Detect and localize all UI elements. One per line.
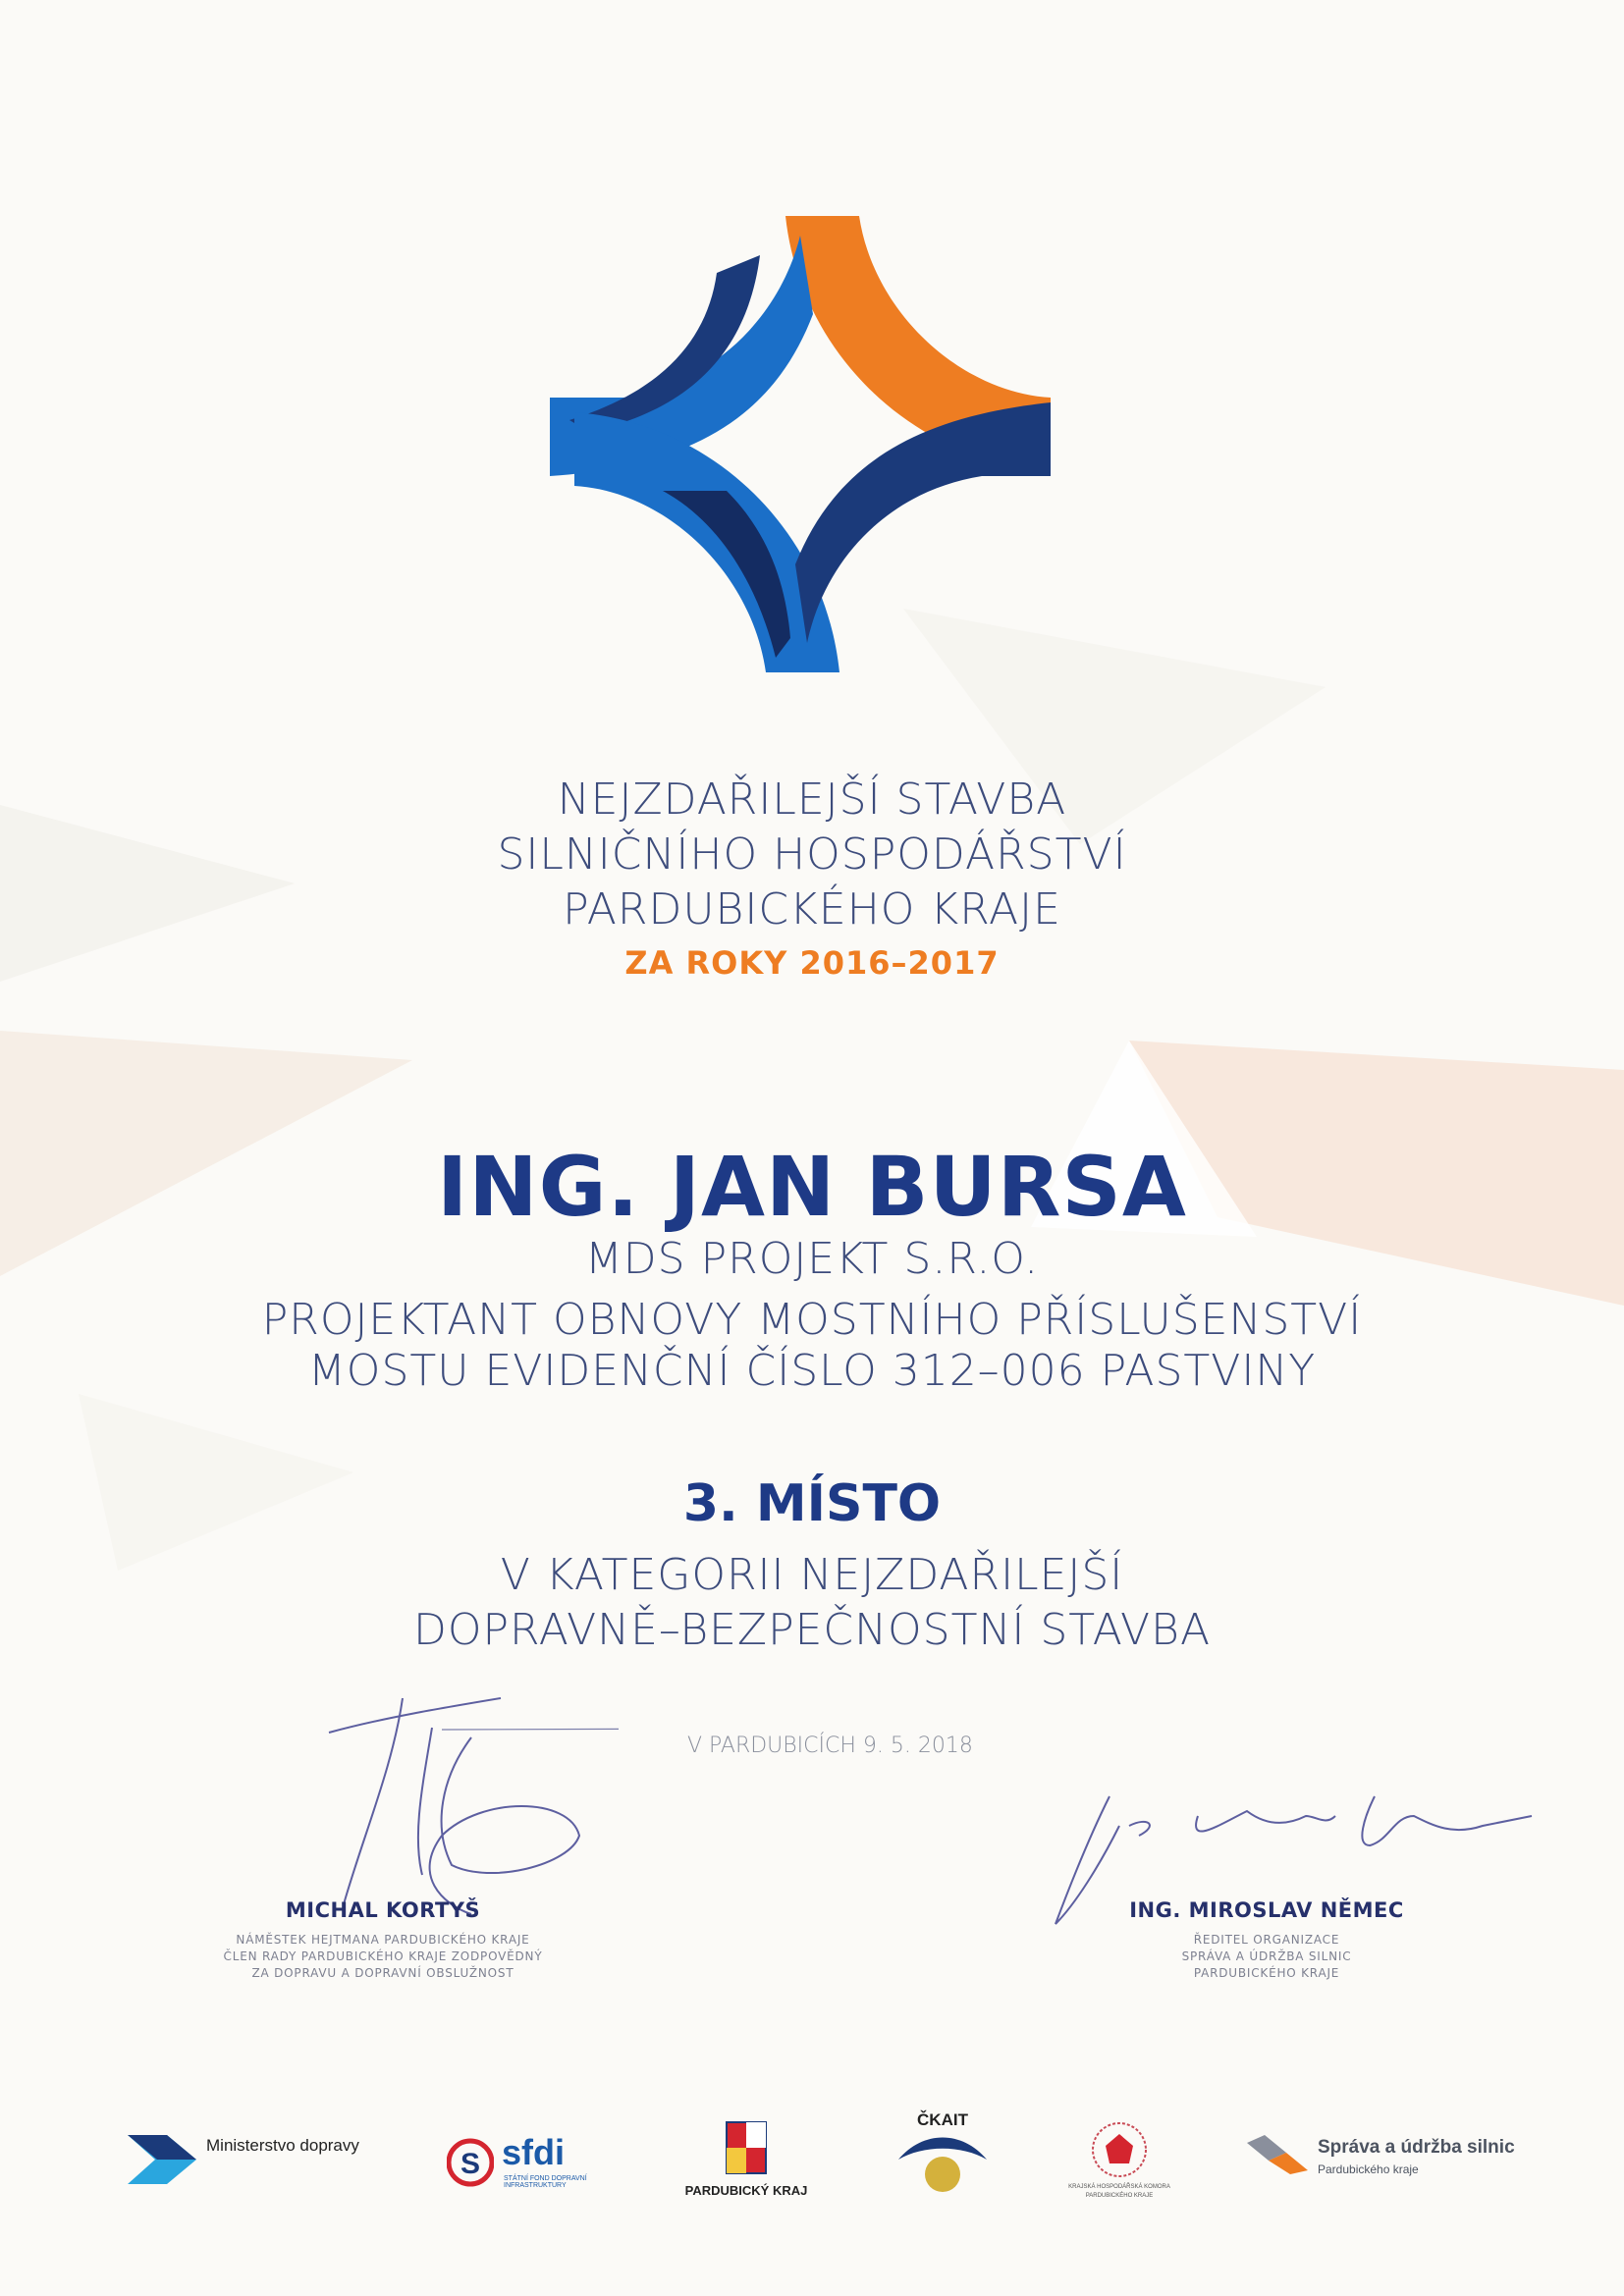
- susp-sublabel: Pardubického kraje: [1318, 2163, 1419, 2176]
- awardee-name: ING. JAN BURSA: [437, 1139, 1187, 1235]
- ministry-label: Ministerstvo dopravy: [206, 2136, 359, 2155]
- susp-label: Správa a údržba silnic: [1318, 2137, 1515, 2158]
- awardee-company: MDS PROJEKT S.R.O.: [584, 1234, 1040, 1284]
- left-signatory-role: NÁMĚSTEK HEJTMANA PARDUBICKÉHO KRAJE ČLEN RADY PARDUBICKÉHO KRAJE ZODPOVĚDNÝ ZA DOPRAVU A DOPRAVNÍ OBSLUŽNOST: [223, 1933, 543, 1980]
- regional-coat-of-arms-icon: [725, 2120, 768, 2175]
- awardee-role-line-2: MOSTU EVIDENČNÍ ČÍSLO 312–006 PASTVINY: [307, 1346, 1317, 1396]
- susp-logo: [1247, 2135, 1542, 2178]
- sfdi-logo: [447, 2132, 614, 2197]
- left-signatory: [196, 1898, 569, 1982]
- ministry-logo: [128, 2130, 359, 2193]
- sfdi-sublabel: STÁTNÍ FOND DOPRAVNÍ INFRASTRUKTURY: [504, 2175, 587, 2189]
- svg-text:S: S: [460, 2148, 481, 2180]
- susp-chevron-icon: [1247, 2135, 1316, 2174]
- pardubicky-kraj-label: PARDUBICKÝ KRAJ: [684, 2183, 808, 2198]
- pardubicky-kraj-logo: [677, 2120, 815, 2198]
- ministry-arrow-icon: [128, 2130, 206, 2189]
- award-date: V PARDUBICÍCH 9. 5. 2018: [687, 1734, 973, 1758]
- award-title-line-1: NEJZDAŘILEJŠÍ STAVBA: [557, 774, 1067, 825]
- award-category-line-1: V KATEGORII NEJZDAŘILEJŠÍ: [500, 1550, 1124, 1600]
- ckait-emblem-icon: [893, 2130, 992, 2199]
- award-category-line-2: DOPRAVNĚ–BEZPEČNOSTNÍ STAVBA: [412, 1605, 1212, 1655]
- partner-logos: [0, 2081, 1624, 2277]
- award-title-line-2: SILNIČNÍHO HOSPODÁŘSTVÍ: [497, 829, 1127, 880]
- left-signatory-name: MICHAL KORTYŠ: [285, 1898, 481, 1922]
- chamber-seal-icon: [1090, 2120, 1149, 2179]
- chamber-label: KRAJSKÁ HOSPODÁŘSKÁ KOMORA PARDUBICKÉHO KRAJE: [1068, 2184, 1170, 2199]
- award-title-line-3: PARDUBICKÉHO KRAJE: [563, 884, 1061, 934]
- sfdi-label: sfdi: [502, 2132, 566, 2172]
- award-years: ZA ROKY 2016–2017: [624, 944, 1000, 982]
- ckait-logo: [889, 2110, 997, 2203]
- ckait-label: ČKAIT: [917, 2110, 968, 2129]
- sfdi-s-icon: [447, 2132, 494, 2193]
- awardee-role-line-1: PROJEKTANT OBNOVY MOSTNÍHO PŘÍSLUŠENSTVÍ: [261, 1295, 1363, 1345]
- left-signature: [324, 1669, 619, 1924]
- award-place: 3. MÍSTO: [682, 1474, 942, 1533]
- chamber-logo: [1065, 2120, 1173, 2201]
- right-signatory: [1110, 1898, 1424, 1982]
- right-signatory-role: ŘEDITEL ORGANIZACE SPRÁVA A ÚDRŽBA SILNIC PARDUBICKÉHO KRAJE: [1181, 1933, 1352, 1980]
- competition-emblem: [550, 196, 1060, 687]
- right-signatory-name: ING. MIROSLAV NĚMEC: [1129, 1898, 1404, 1922]
